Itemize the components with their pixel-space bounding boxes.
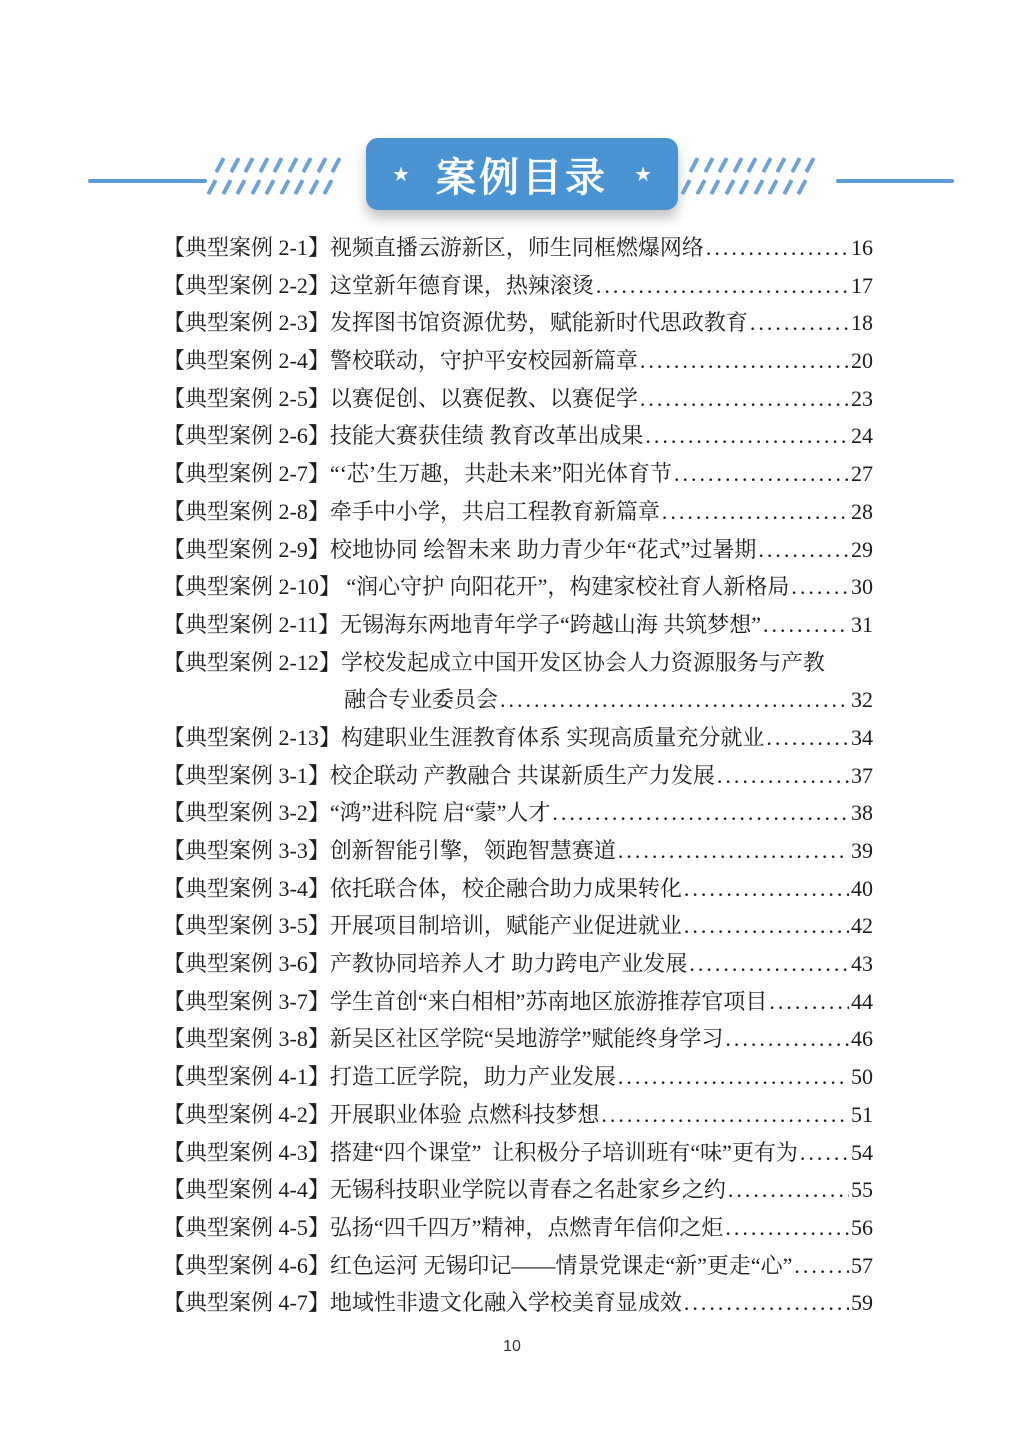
toc-entry-title: “‘芯’生万趣，共赴未来”阳光体育节 <box>329 461 673 487</box>
toc-entry-page: 30 <box>851 574 873 600</box>
dot-leader <box>794 1253 849 1279</box>
toc-entry[interactable] <box>163 419 873 457</box>
dot-leader <box>618 1064 849 1090</box>
page-title: 案例目录 <box>436 155 608 200</box>
star-icon: ★ <box>634 162 652 186</box>
toc-entry[interactable] <box>163 1022 873 1060</box>
toc-entry-label: 【典型案例 2-11】 <box>163 611 341 637</box>
dot-leader <box>689 951 849 977</box>
toc-entry[interactable] <box>163 759 873 797</box>
toc-entry-label: 【典型案例 2-4】 <box>163 348 330 374</box>
toc-entry-label: 【典型案例 4-6】 <box>163 1252 330 1278</box>
dot-leader <box>684 876 849 902</box>
toc-entry-label: 【典型案例 2-12】 <box>163 649 341 675</box>
toc-entry-page: 39 <box>851 838 873 863</box>
toc-entry-title: 搭建“四个课堂” 让积极分子培训班有“味”更有为 <box>329 1139 798 1165</box>
toc-entry-page: 42 <box>851 913 873 939</box>
toc-entry-title: “鸿”进科院 启“蒙”人才 <box>329 800 551 826</box>
toc-entry-title: 地域性非遗文化融入学校美育显成效 <box>329 1290 682 1316</box>
toc-entry-page: 40 <box>851 875 873 901</box>
dot-leader <box>500 687 849 713</box>
toc-entry-label: 【典型案例 2-10】 <box>163 574 341 600</box>
toc-entry-label: 【典型案例 2-5】 <box>163 385 330 411</box>
toc-entry[interactable] <box>163 495 873 533</box>
dot-leader <box>758 537 849 563</box>
dot-leader <box>750 310 849 336</box>
toc-entry-label: 【典型案例 4-7】 <box>163 1290 330 1316</box>
toc-entry-label: 【典型案例 2-7】 <box>163 461 330 487</box>
dot-leader <box>674 461 849 487</box>
toc-entry-page: 31 <box>851 611 873 637</box>
toc-entry[interactable] <box>163 382 873 420</box>
toc-entry-page: 24 <box>851 423 873 449</box>
decorative-line-right <box>836 179 954 183</box>
dot-leader <box>596 273 849 299</box>
toc-entry-label: 【典型案例 3-2】 <box>163 800 330 826</box>
toc-entry-title: 警校联动，守护平安校园新篇章 <box>329 348 638 374</box>
toc-entry-page: 55 <box>851 1177 873 1203</box>
toc-entry[interactable] <box>163 1098 873 1136</box>
toc-list <box>163 231 873 1324</box>
toc-entry-label: 【典型案例 3-7】 <box>163 988 330 1014</box>
toc-entry[interactable] <box>163 269 873 307</box>
toc-entry-page: 27 <box>851 461 873 487</box>
toc-entry-title: 以赛促创、以赛促教、以赛促学 <box>329 385 638 411</box>
toc-entry-label: 【典型案例 3-4】 <box>163 875 330 901</box>
dot-leader <box>640 386 849 412</box>
toc-entry-title: 校企联动 产教融合 共谋新质生产力发展 <box>329 762 715 788</box>
dot-leader <box>601 1102 849 1128</box>
toc-entry-title: 学校发起成立中国开发区协会人力资源服务与产教 <box>340 649 825 675</box>
decorative-line-left <box>88 179 207 183</box>
toc-entry-continuation[interactable] <box>163 683 873 721</box>
toc-entry[interactable] <box>163 796 873 834</box>
dot-leader <box>769 989 849 1015</box>
toc-entry[interactable] <box>163 721 873 759</box>
toc-entry-page: 46 <box>851 1026 873 1052</box>
toc-entry[interactable] <box>163 1060 873 1098</box>
toc-entry-page: 57 <box>851 1252 873 1278</box>
slash-decoration-left <box>218 157 358 201</box>
toc-entry[interactable] <box>163 947 873 985</box>
dot-leader <box>791 574 849 600</box>
dot-leader <box>766 725 849 751</box>
page-number: 10 <box>503 1338 521 1355</box>
toc-entry-page: 54 <box>851 1139 873 1165</box>
toc-entry-label: 【典型案例 2-9】 <box>163 536 330 562</box>
toc-entry-title: 发挥图书馆资源优势，赋能新时代思政教育 <box>329 310 748 336</box>
dot-leader <box>552 800 849 826</box>
toc-entry-page: 17 <box>851 272 873 298</box>
toc-entry[interactable] <box>163 231 873 269</box>
toc-entry-page: 34 <box>851 724 873 750</box>
toc-entry-title: 创新智能引擎，领跑智慧赛道 <box>329 838 616 863</box>
toc-entry[interactable] <box>163 834 873 872</box>
toc-header <box>0 0 1024 230</box>
toc-entry-label: 【典型案例 4-5】 <box>163 1214 330 1240</box>
toc-entry-page: 18 <box>851 310 873 336</box>
toc-entry[interactable] <box>163 872 873 910</box>
toc-entry[interactable] <box>163 1211 873 1249</box>
toc-entry-title: 构建职业生涯教育体系 实现高质量充分就业 <box>340 724 765 750</box>
toc-entry-title: 新吴区社区学院“吴地游学”赋能终身学习 <box>329 1026 724 1052</box>
toc-entry-page: 16 <box>851 235 873 260</box>
toc-entry-title: 融合专业委员会 <box>344 687 499 713</box>
toc-entry[interactable] <box>163 1173 873 1211</box>
toc-entry-label: 【典型案例 2-1】 <box>163 235 330 260</box>
toc-entry-label: 【典型案例 4-2】 <box>163 1101 330 1127</box>
toc-entry-label: 【典型案例 2-3】 <box>163 310 330 336</box>
toc-entry-page: 28 <box>851 498 873 524</box>
toc-entry-title: 打造工匠学院，助力产业发展 <box>329 1064 616 1090</box>
dot-leader <box>662 499 849 525</box>
toc-entry[interactable] <box>163 1286 873 1324</box>
toc-entry-label: 【典型案例 2-13】 <box>163 724 341 750</box>
dot-leader <box>684 1290 849 1316</box>
toc-entry[interactable] <box>163 344 873 382</box>
toc-entry-title: 视频直播云游新区，师生同框燃爆网络 <box>329 235 704 260</box>
toc-entry-page: 23 <box>851 385 873 411</box>
dot-leader <box>640 348 849 374</box>
toc-entry-label: 【典型案例 3-8】 <box>163 1026 330 1052</box>
dot-leader <box>728 1177 849 1203</box>
toc-entry[interactable] <box>163 570 873 608</box>
toc-entry-label: 【典型案例 2-6】 <box>163 423 330 449</box>
toc-entry-title: 这堂新年德育课，热辣滚烫 <box>329 272 594 298</box>
dot-leader <box>706 235 849 261</box>
dot-leader <box>725 1215 849 1241</box>
toc-entry-page: 59 <box>851 1290 873 1316</box>
toc-entry-label: 【典型案例 3-5】 <box>163 913 330 939</box>
toc-entry-page: 38 <box>851 800 873 826</box>
toc-entry-title: 无锡海东两地青年学子“跨越山海 共筑梦想” <box>340 611 762 637</box>
toc-title-badge <box>366 138 678 210</box>
toc-entry-label: 【典型案例 3-1】 <box>163 762 330 788</box>
toc-entry-title: “润心守护 向阳花开”，构建家校社育人新格局 <box>340 574 790 600</box>
toc-entry-page: 44 <box>851 988 873 1014</box>
toc-entry-page: 37 <box>851 762 873 788</box>
dot-leader <box>618 838 849 864</box>
dot-leader <box>645 423 849 449</box>
toc-entry-page: 51 <box>851 1101 873 1127</box>
star-icon: ★ <box>392 162 410 186</box>
toc-entry-title: 依托联合体，校企融合助力成果转化 <box>329 875 682 901</box>
toc-entry-page: 50 <box>851 1064 873 1090</box>
toc-entry-title: 无锡科技职业学院以青春之名赴家乡之约 <box>329 1177 726 1203</box>
toc-entry-title: 牵手中小学，共启工程教育新篇章 <box>329 498 660 524</box>
toc-entry-title: 学生首创“来白相相”苏南地区旅游推荐官项目 <box>329 988 768 1014</box>
toc-entry-page: 20 <box>851 348 873 374</box>
toc-entry[interactable] <box>163 457 873 495</box>
slash-decoration-right <box>692 157 832 201</box>
toc-entry[interactable] <box>163 533 873 571</box>
toc-entry-label: 【典型案例 3-6】 <box>163 951 330 977</box>
toc-entry-label: 【典型案例 4-3】 <box>163 1139 330 1165</box>
page-footer <box>0 1338 1024 1356</box>
toc-entry[interactable] <box>163 646 873 684</box>
dot-leader <box>725 1026 849 1052</box>
toc-entry[interactable] <box>163 306 873 344</box>
toc-entry-label: 【典型案例 2-8】 <box>163 498 330 524</box>
toc-entry-title: 产教协同培养人才 助力跨电产业发展 <box>329 951 688 977</box>
dot-leader <box>684 913 849 939</box>
toc-entry[interactable] <box>163 1136 873 1174</box>
toc-entry-page: 29 <box>851 536 873 562</box>
toc-entry-title: 开展职业体验 点燃科技梦想 <box>329 1101 600 1127</box>
toc-entry-label: 【典型案例 3-3】 <box>163 838 330 863</box>
dot-leader <box>717 763 849 789</box>
toc-entry-label: 【典型案例 4-1】 <box>163 1064 330 1090</box>
toc-entry[interactable] <box>163 608 873 646</box>
toc-entry[interactable] <box>163 1249 873 1287</box>
dot-leader <box>800 1140 849 1166</box>
dot-leader <box>763 612 849 638</box>
toc-entry-title: 开展项目制培训，赋能产业促进就业 <box>329 913 682 939</box>
toc-entry-title: 弘扬“四千四万”精神，点燃青年信仰之炬 <box>329 1214 724 1240</box>
toc-entry-title: 技能大赛获佳绩 教育改革出成果 <box>329 423 644 449</box>
toc-entry[interactable] <box>163 909 873 947</box>
toc-entry-title: 红色运河 无锡印记——情景党课走“新”更走“心” <box>329 1252 793 1278</box>
toc-entry-title: 校地协同 绘智未来 助力青少年“花式”过暑期 <box>329 536 757 562</box>
toc-entry-page: 43 <box>851 951 873 977</box>
toc-entry-label: 【典型案例 4-4】 <box>163 1177 330 1203</box>
toc-entry-label: 【典型案例 2-2】 <box>163 272 330 298</box>
toc-entry-page: 32 <box>851 687 873 713</box>
toc-entry-page: 56 <box>851 1214 873 1240</box>
toc-entry[interactable] <box>163 985 873 1023</box>
